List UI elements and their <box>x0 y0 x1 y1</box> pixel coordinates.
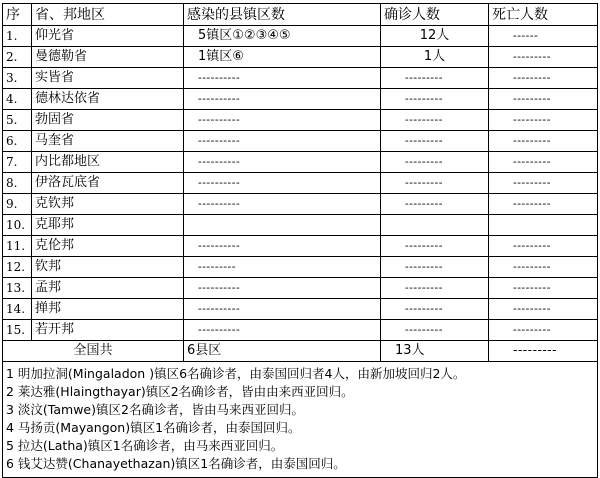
row-towns: ---------- <box>184 68 381 89</box>
row-region: 钦邦 <box>32 257 184 278</box>
row-region: 若开邦 <box>32 320 184 341</box>
row-confirmed: --------- <box>381 173 489 194</box>
row-index: 8. <box>3 173 32 194</box>
row-index: 7. <box>3 152 32 173</box>
row-confirmed: --------- <box>381 194 489 215</box>
row-towns: ---------- <box>184 320 381 341</box>
row-confirmed: --------- <box>381 278 489 299</box>
row-towns: ---------- <box>184 194 381 215</box>
table-row <box>3 110 598 131</box>
row-confirmed: --------- <box>381 131 489 152</box>
table-header-row <box>3 4 598 26</box>
row-deaths: --------- <box>489 194 598 215</box>
row-deaths: --------- <box>489 110 598 131</box>
footnote: 6 钱艾达赞(Chanayethazan)镇区1名确诊者，由泰国回归。 <box>6 456 346 471</box>
covid-cases-table <box>2 3 598 478</box>
row-index: 9. <box>3 194 32 215</box>
row-index: 12. <box>3 257 32 278</box>
row-index: 11. <box>3 236 32 257</box>
row-region: 德林达依省 <box>32 89 184 110</box>
row-index: 10. <box>3 215 32 236</box>
row-region: 伊洛瓦底省 <box>32 173 184 194</box>
table-row <box>3 89 598 110</box>
table-row <box>3 131 598 152</box>
footnote: 3 淡汶(Tamwe)镇区2名确诊者，皆由马来西亚回归。 <box>6 402 304 417</box>
row-region: 内比都地区 <box>32 152 184 173</box>
table-row <box>3 299 598 320</box>
row-deaths: --------- <box>489 278 598 299</box>
row-towns: ---------- <box>184 89 381 110</box>
row-index: 6. <box>3 131 32 152</box>
row-region: 克伦邦 <box>32 236 184 257</box>
row-towns: 5镇区①②③④⑤ <box>184 26 381 47</box>
total-label: 全国共 <box>3 341 184 362</box>
table-row <box>3 173 598 194</box>
row-deaths: --------- <box>489 257 598 278</box>
row-confirmed: --------- <box>381 236 489 257</box>
table-row <box>3 68 598 89</box>
row-towns: --------- <box>184 257 381 278</box>
row-towns: 1镇区⑥ <box>184 47 381 68</box>
row-deaths <box>489 215 598 236</box>
row-index: 13. <box>3 278 32 299</box>
table-row <box>3 257 598 278</box>
footnote: 1 明加拉洞(Mingaladon )镇区6名确诊者，由泰国回归者4人，由新加坡回归2人。 <box>6 366 466 381</box>
row-index: 15. <box>3 320 32 341</box>
row-index: 14. <box>3 299 32 320</box>
total-row <box>3 341 598 362</box>
total-deaths: --------- <box>489 341 598 362</box>
header-region: 省、邦地区 <box>32 4 184 26</box>
row-region: 马奎省 <box>32 131 184 152</box>
row-confirmed: --------- <box>381 89 489 110</box>
row-region: 勃固省 <box>32 110 184 131</box>
row-deaths: --------- <box>489 299 598 320</box>
row-region: 克耶邦 <box>32 215 184 236</box>
row-index: 2. <box>3 47 32 68</box>
row-region: 曼德勒省 <box>32 47 184 68</box>
row-deaths: --------- <box>489 173 598 194</box>
row-deaths: ------ <box>489 26 598 47</box>
row-confirmed: --------- <box>381 68 489 89</box>
row-towns: ---------- <box>184 173 381 194</box>
table-row <box>3 194 598 215</box>
row-index: 3. <box>3 68 32 89</box>
total-confirmed: 13人 <box>381 341 489 362</box>
row-deaths: --------- <box>489 320 598 341</box>
row-deaths: --------- <box>489 236 598 257</box>
footnote: 4 马扬贡(Mayangon)镇区1名确诊者，由泰国回归。 <box>6 420 301 435</box>
row-index: 1. <box>3 26 32 47</box>
row-region: 实皆省 <box>32 68 184 89</box>
header-confirmed: 确诊人数 <box>381 4 489 26</box>
row-region: 孟邦 <box>32 278 184 299</box>
header-deaths: 死亡人数 <box>489 4 598 26</box>
header-towns: 感染的县镇区数 <box>184 4 381 26</box>
row-towns: ---------- <box>184 278 381 299</box>
footnote: 5 拉达(Latha)镇区1名确诊者，由马来西亚回归。 <box>6 438 284 453</box>
notes-row <box>3 362 598 478</box>
footnotes <box>3 362 598 478</box>
table-row <box>3 152 598 173</box>
row-confirmed: --------- <box>381 257 489 278</box>
row-deaths: --------- <box>489 152 598 173</box>
row-towns: ---------- <box>184 110 381 131</box>
row-towns: ---------- <box>184 236 381 257</box>
header-index: 序 <box>3 4 32 26</box>
row-index: 5. <box>3 110 32 131</box>
row-confirmed: 12人 <box>381 26 489 47</box>
document <box>2 3 597 478</box>
row-towns: ---------- <box>184 299 381 320</box>
table-row <box>3 26 598 47</box>
table-row <box>3 278 598 299</box>
row-towns: ---------- <box>184 152 381 173</box>
row-confirmed: --------- <box>381 110 489 131</box>
total-towns: 6县区 <box>184 341 381 362</box>
row-deaths: --------- <box>489 89 598 110</box>
row-region: 克钦邦 <box>32 194 184 215</box>
row-deaths: --------- <box>489 47 598 68</box>
table-row <box>3 320 598 341</box>
row-confirmed <box>381 215 489 236</box>
row-towns <box>184 215 381 236</box>
table-row <box>3 236 598 257</box>
footnote: 2 莱达雅(Hlaingthayar)镇区2名确诊者，皆由由来西亚回归。 <box>6 384 354 399</box>
row-deaths: --------- <box>489 68 598 89</box>
row-deaths: --------- <box>489 131 598 152</box>
row-towns: ---------- <box>184 131 381 152</box>
row-confirmed: --------- <box>381 152 489 173</box>
row-confirmed: --------- <box>381 299 489 320</box>
row-region: 掸邦 <box>32 299 184 320</box>
row-confirmed: --------- <box>381 320 489 341</box>
row-region: 仰光省 <box>32 26 184 47</box>
table-row <box>3 215 598 236</box>
row-index: 4. <box>3 89 32 110</box>
table-row <box>3 47 598 68</box>
row-confirmed: 1人 <box>381 47 489 68</box>
